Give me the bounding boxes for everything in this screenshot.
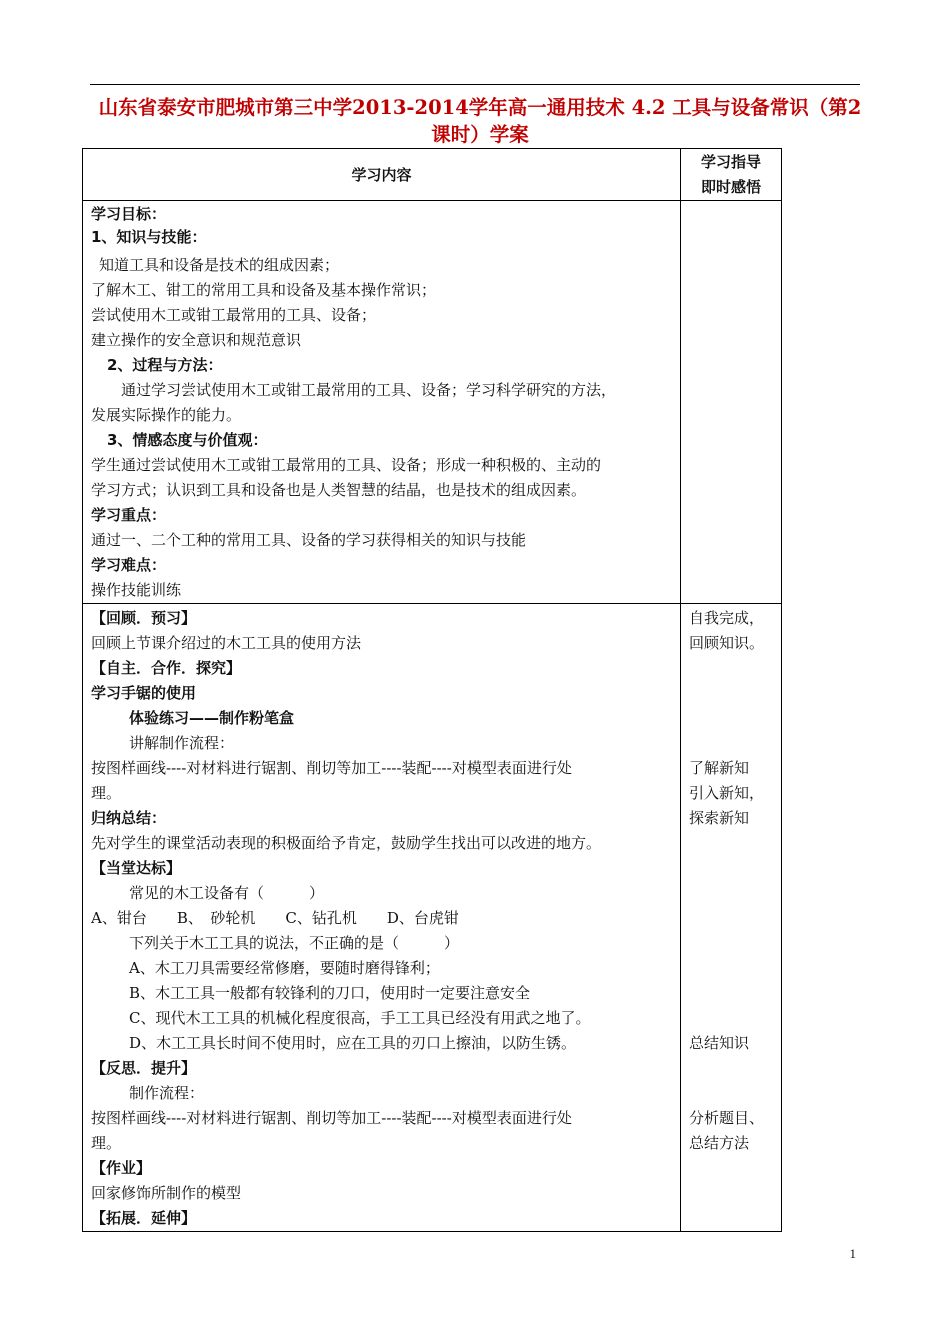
activities-cell	[83, 604, 681, 1232]
goal-process-line2: 发展实际操作的能力。	[91, 406, 242, 424]
document-title: 山东省泰安市肥城市第三中学2013-2014学年高一通用技术 4.2 工具与设备常识（第2课时）学案	[98, 96, 862, 146]
summary-text: 先对学生的课堂活动表现的积极面给予肯定，鼓励学生找出可以改进的地方。	[91, 834, 602, 852]
header-guidance	[681, 149, 782, 201]
homework-text: 回家修饰所制作的模型	[91, 1184, 242, 1202]
guidance-note-2: 回顾知识。	[689, 634, 765, 652]
guidance-note-7: 分析题目、	[689, 1109, 765, 1127]
goals-row	[83, 201, 782, 604]
guidance-note-4: 引入新知，	[689, 784, 765, 802]
table-header-row	[83, 149, 782, 201]
guidance-note-1: 自我完成，	[689, 609, 765, 627]
question-1: 常见的木工设备有（ ）	[129, 884, 325, 902]
process-line1: 按图样画线----对材料进行锯割、削切等加工----装配----对模型表面进行处	[91, 759, 572, 777]
goals-process-heading: 2、过程与方法：	[107, 356, 223, 374]
goals-cell	[83, 201, 681, 604]
page-number: 1	[849, 1246, 856, 1261]
lesson-table	[82, 148, 782, 1232]
header-guidance-line2: 即时感悟	[700, 178, 761, 196]
extension-heading: 【拓展．延伸】	[91, 1209, 197, 1227]
reflect-heading: 【反思．提升】	[91, 1059, 197, 1077]
guidance-note-6: 总结知识	[689, 1034, 750, 1052]
process-line2: 理。	[91, 784, 122, 802]
goal-knowledge-3: 尝试使用木工或钳工最常用的工具、设备；	[91, 306, 377, 324]
review-heading: 【回顾．预习】	[91, 609, 197, 627]
guidance-side-cell	[681, 604, 782, 1232]
flow-heading: 制作流程：	[129, 1084, 205, 1102]
goal-knowledge-4: 建立操作的安全意识和规范意识	[91, 331, 302, 349]
flow-line2: 理。	[91, 1134, 122, 1152]
goal-attitude-line1: 学生通过尝试使用木工或钳工最常用的工具、设备；形成一种积极的、主动的	[91, 456, 602, 474]
focus-text: 通过一、二个工种的常用工具、设备的学习获得相关的知识与技能	[91, 531, 527, 549]
question-2: 下列关于木工工具的说法，不正确的是（ ）	[129, 934, 460, 952]
summary-heading: 归纳总结：	[91, 809, 167, 827]
review-text: 回顾上节课介绍过的木工工具的使用方法	[91, 634, 362, 652]
question-2-option-c: C、现代木工工具的机械化程度很高，手工工具已经没有用武之地了。	[129, 1009, 591, 1027]
question-2-option-d: D、木工工具长时间不使用时，应在工具的刃口上擦油，以防生锈。	[129, 1034, 577, 1052]
question-2-option-b: B、木工工具一般都有较锋利的刀口，使用时一定要注意安全	[129, 984, 531, 1002]
goals-attitude-heading: 3、情感态度与价值观：	[107, 431, 268, 449]
goal-process-line1: 通过学习尝试使用木工或钳工最常用的工具、设备；学习科学研究的方法，	[121, 381, 617, 399]
header-rule	[90, 84, 860, 85]
goals-heading: 学习目标：	[91, 205, 167, 223]
goal-attitude-line2: 学习方式；认识到工具和设备也是人类智慧的结晶，也是技术的组成因素。	[91, 481, 587, 499]
question-2-option-a: A、木工刀具需要经常修磨，要随时磨得锋利；	[129, 959, 440, 977]
header-guidance-line1: 学习指导	[700, 153, 761, 171]
explore-heading: 【自主．合作．探究】	[91, 659, 242, 677]
saw-heading: 学习手锯的使用	[91, 684, 197, 702]
guidance-note-5: 探索新知	[689, 809, 750, 827]
in-class-heading: 【当堂达标】	[91, 859, 182, 877]
exercise-heading: 体验练习——制作粉笔盒	[129, 709, 295, 727]
goals-knowledge-heading: 1、知识与技能：	[91, 228, 207, 246]
difficulty-heading: 学习难点：	[91, 556, 167, 574]
goal-knowledge-2: 了解木工、钳工的常用工具和设备及基本操作常识；	[91, 281, 437, 299]
homework-heading: 【作业】	[91, 1159, 152, 1177]
header-learning-content: 学习内容	[83, 149, 681, 201]
guidance-note-3: 了解新知	[689, 759, 750, 777]
focus-heading: 学习重点：	[91, 506, 167, 524]
process-heading: 讲解制作流程：	[129, 734, 235, 752]
difficulty-text: 操作技能训练	[91, 581, 182, 599]
goals-side-cell	[681, 201, 782, 604]
goal-knowledge-1: 知道工具和设备是技术的组成因素；	[99, 256, 340, 274]
question-1-options: A、钳台 B、 砂轮机 C、钻孔机 D、台虎钳	[91, 909, 459, 927]
guidance-note-8: 总结方法	[689, 1134, 750, 1152]
activities-row	[83, 604, 782, 1232]
flow-line1: 按图样画线----对材料进行锯割、削切等加工----装配----对模型表面进行处	[91, 1109, 572, 1127]
